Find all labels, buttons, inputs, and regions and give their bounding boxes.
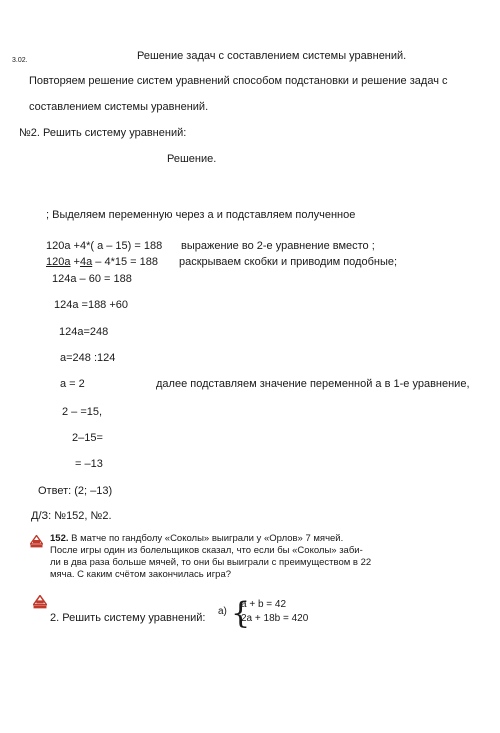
step-10: 2–15= <box>72 432 103 444</box>
step-3-rest: – 4*15 = 188 <box>92 256 158 268</box>
problem-2-part: а) <box>218 606 227 617</box>
step-2-comment: выражение во 2-е уравнение вместо ; <box>181 240 375 252</box>
problem-152-number: 152. <box>50 533 69 544</box>
step-2-equation: 120a +4*( a – 15) = 188 <box>46 240 163 252</box>
problem-152-line-1 <box>50 533 371 545</box>
system-equation-2: 2a + 18b = 420 <box>241 613 309 624</box>
step-8-comment: далее подставляем значение переменной а в 1-е уравнение, <box>156 378 470 390</box>
problem-152-line-2: После игры один из болельщиков сказал, что если бы «Соколы» заби- <box>50 545 363 556</box>
system-brace: { <box>231 596 251 631</box>
step-5: 124a =188 +60 <box>54 299 129 311</box>
step-3-term-a: 120a <box>46 256 71 268</box>
step-4: 124a – 60 = 188 <box>52 273 132 285</box>
intro-line-1: Повторяем решение систем уравнений способом подстановки и решение задач с <box>29 75 448 87</box>
date-label: 3.02. <box>12 57 28 64</box>
step-6: 124a=248 <box>59 326 109 338</box>
page-title: Решение задач с составлением системы уравнений. <box>137 50 407 62</box>
homework: Д/З: №152, №2. <box>31 510 112 522</box>
step-8-equation: a = 2 <box>60 378 85 390</box>
problem-152-line-4: мяча. С каким счётом закончилась игра? <box>50 569 232 580</box>
intro-line-2: составлением системы уравнений. <box>29 101 209 113</box>
solution-heading: Решение. <box>167 153 217 165</box>
task-label: №2. Решить систему уравнений: <box>19 127 187 139</box>
system-equation-1: a + b = 42 <box>241 599 287 610</box>
step-1: ; Выделяем переменную через а и подставляем полученное <box>46 209 356 221</box>
step-3-comment: раскрываем скобки и приводим подобные; <box>179 256 398 268</box>
step-11: = –13 <box>75 458 103 470</box>
problem-152 <box>50 533 371 581</box>
step-3-equation <box>46 256 158 269</box>
problem-152-line-3: ли в два раза больше мячей, то они бы выиграли с преимуществом в 22 <box>50 557 372 568</box>
problem-2-label: 2. Решить систему уравнений: <box>50 612 206 624</box>
difficulty-marker-icon <box>33 595 47 609</box>
difficulty-marker-icon <box>30 535 43 548</box>
step-7: a=248 :124 <box>60 352 116 364</box>
step-9: 2 – =15, <box>62 406 103 418</box>
step-3-plus: + <box>70 256 80 268</box>
problem-152-text-1: В матче по гандболу «Соколы» выиграли у «Орлов» 7 мячей. <box>68 533 344 544</box>
answer: Ответ: (2; –13) <box>38 485 113 497</box>
step-3-term-b: 4a <box>79 256 93 268</box>
